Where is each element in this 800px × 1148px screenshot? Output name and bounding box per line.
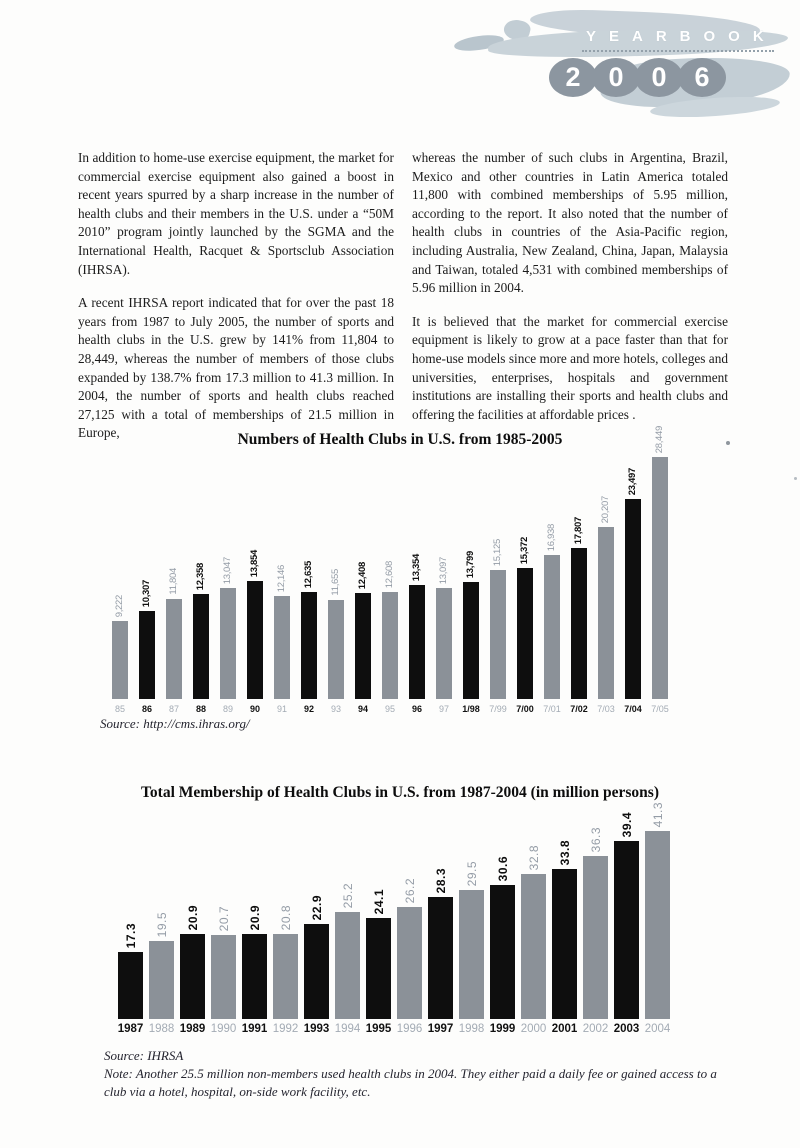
bar-column: [355, 562, 371, 716]
x-axis-label: 89: [222, 704, 233, 714]
bar-column: [652, 426, 668, 716]
bar-value-label: 39.4: [619, 811, 634, 837]
bar: [598, 527, 614, 699]
x-axis-label: 7/03: [597, 704, 615, 714]
x-axis-label: 94: [357, 704, 368, 714]
bar-column: [273, 905, 298, 1036]
bar-column: [366, 889, 391, 1036]
bar-value-label: 11,804: [168, 568, 180, 595]
bar: [382, 592, 398, 699]
bar-value-label: 10,307: [141, 579, 153, 607]
bar: [625, 499, 641, 699]
bar: [463, 582, 479, 699]
bar-value-label: 20.8: [278, 904, 293, 930]
bar-value-label: 30.6: [495, 855, 510, 881]
x-axis-label: 1988: [148, 1023, 175, 1035]
bar-column: [552, 840, 577, 1036]
bar-column: [247, 550, 263, 716]
x-axis-label: 1999: [489, 1023, 516, 1035]
x-axis-label: 1987: [117, 1023, 144, 1035]
bar-value-label: 9,222: [114, 594, 126, 617]
bar: [409, 585, 425, 699]
paragraph: whereas the number of such clubs in Argentina, Brazil, Mexico and other countries in Latin America totaled 11,800 with combined memberships of 5.95 million, according to the report. It also noted that the number of health clubs in countries of the Asia-Pacific region, including Australia, New Zealand, China, Japan, Malaysia and Taiwan, totaled 4,531 with combined memberships of 5.96 million in 2004.: [412, 150, 728, 296]
bar-column: [490, 856, 515, 1036]
x-axis-label: 1990: [210, 1023, 237, 1035]
bar: [490, 885, 515, 1019]
bar: [180, 934, 205, 1019]
bar: [355, 593, 371, 699]
x-axis-label: 1993: [303, 1023, 330, 1035]
x-axis-label: 2003: [613, 1023, 640, 1035]
x-axis-label: 1/98: [462, 704, 480, 714]
x-axis-label: 1996: [396, 1023, 423, 1035]
bar-column: [335, 883, 360, 1036]
bar: [517, 568, 533, 699]
chart1-title: Numbers of Health Clubs in U.S. from 1985-2005: [237, 431, 563, 448]
chart2-title: Total Membership of Health Clubs in U.S. from 1987-2004 (in million persons): [141, 784, 659, 801]
bar-column: [463, 551, 479, 716]
bar-value-label: 13,799: [465, 550, 477, 578]
bar-value-label: 23,497: [627, 467, 639, 495]
bar-value-label: 20,207: [600, 495, 612, 523]
year-digit-circle: 2: [549, 58, 597, 97]
dotted-divider: [582, 50, 774, 52]
bar-column: [625, 468, 641, 716]
paragraph: A recent IHRSA report indicated that for over the past 18 years from 1987 to July 2005, the number of sports and health clubs in the U.S. grew by 141% from 11,804 to 28,449, whereas the number of members of those clubs expanded by 138.7% from 17.3 million to 41.3 million. In 2004, the number of sports and health clubs reached 27,125 with a total of memberships of 21.5 million in Europe,: [78, 295, 394, 441]
x-axis-label: 2001: [551, 1023, 578, 1035]
bar-column: [397, 878, 422, 1036]
x-axis-label: 1991: [241, 1023, 268, 1035]
bar: [301, 592, 317, 699]
bar-column: [409, 554, 425, 716]
x-axis-label: 7/02: [570, 704, 588, 714]
bar: [397, 907, 422, 1019]
x-axis-label: 7/99: [489, 704, 507, 714]
bar-value-label: 24.1: [371, 888, 386, 914]
bar-column: [118, 923, 143, 1036]
x-axis-label: 93: [330, 704, 341, 714]
bar-value-label: 13,354: [411, 553, 423, 581]
bar-column: [301, 561, 317, 716]
scan-speck: [726, 441, 730, 445]
bar-column: [598, 496, 614, 716]
x-axis-label: 7/04: [624, 704, 642, 714]
x-axis-label: 2004: [644, 1023, 671, 1035]
bar-column: [274, 565, 290, 716]
bar-column: [517, 537, 533, 716]
bar-column: [544, 524, 560, 716]
bar: [490, 570, 506, 699]
chart2-bars: [118, 756, 670, 1036]
bar-value-label: 12,408: [357, 561, 369, 589]
bar-value-label: 12,608: [384, 560, 396, 588]
x-axis-label: 2000: [520, 1023, 547, 1035]
bar-column: [459, 861, 484, 1036]
bar-value-label: 15,372: [519, 536, 531, 564]
bar: [139, 611, 155, 699]
x-axis-label: 1992: [272, 1023, 299, 1035]
year-digit-circle: 0: [592, 58, 640, 97]
bar-value-label: 16,938: [546, 523, 558, 551]
bar-column: [436, 557, 452, 716]
x-axis-label: 1997: [427, 1023, 454, 1035]
yearbook-2006-logo: [470, 6, 800, 121]
x-axis-label: 90: [249, 704, 260, 714]
bar-value-label: 20.7: [216, 905, 231, 931]
bar: [552, 869, 577, 1019]
x-axis-label: 1994: [334, 1023, 361, 1035]
bar: [428, 897, 453, 1019]
x-axis-label: 2002: [582, 1023, 609, 1035]
scan-speck: [794, 477, 797, 480]
bar-column: [382, 561, 398, 716]
bar-value-label: 36.3: [588, 826, 603, 852]
bar-column: [428, 868, 453, 1036]
bar: [571, 548, 587, 699]
bar: [193, 594, 209, 699]
x-axis-label: 86: [141, 704, 152, 714]
x-axis-label: 85: [114, 704, 125, 714]
bar: [274, 596, 290, 699]
bar: [436, 588, 452, 699]
bar-value-label: 25.2: [340, 882, 355, 908]
bar-value-label: 20.9: [185, 904, 200, 930]
bar-column: [614, 812, 639, 1036]
bar-column: [242, 905, 267, 1036]
bar-value-label: 17,807: [573, 516, 585, 544]
bar: [149, 941, 174, 1019]
bar-value-label: 32.8: [526, 844, 541, 870]
year-circles: [554, 58, 726, 97]
bar: [652, 457, 668, 699]
bar-value-label: 28,449: [654, 425, 666, 453]
bar-value-label: 20.9: [247, 904, 262, 930]
x-axis-label: 7/00: [516, 704, 534, 714]
bar-column: [571, 517, 587, 716]
bar-value-label: 11,655: [330, 569, 342, 596]
bar: [544, 555, 560, 699]
bar: [247, 581, 263, 699]
bar-value-label: 19.5: [154, 911, 169, 937]
bar: [166, 599, 182, 699]
x-axis-label: 95: [384, 704, 395, 714]
paragraph: In addition to home-use exercise equipment, the market for commercial exercise equipment also gained a boost in recent years spurred by a sharp increase in the number of health clubs and their members in the U.S. under a “50M 2010” program jointly launched by the SGMA and the International Health, Racquet & Sportsclub Association (IHRSA).: [78, 150, 394, 277]
bar-column: [211, 906, 236, 1036]
bar: [211, 935, 236, 1019]
bar-column: [645, 802, 670, 1036]
x-axis-label: 87: [168, 704, 179, 714]
bar: [304, 924, 329, 1019]
bar-value-label: 33.8: [557, 839, 572, 865]
bar: [220, 588, 236, 699]
bar-column: [220, 557, 236, 716]
x-axis-label: 1989: [179, 1023, 206, 1035]
bar: [112, 621, 128, 699]
bar-column: [521, 845, 546, 1036]
bar-value-label: 12,635: [303, 560, 315, 588]
bar: [459, 890, 484, 1019]
year-digit-circle: 6: [678, 58, 726, 97]
bar: [583, 856, 608, 1019]
bar-column: [149, 912, 174, 1036]
x-axis-label: 7/01: [543, 704, 561, 714]
chart1-bars: [112, 396, 668, 716]
x-axis-label: 97: [438, 704, 449, 714]
bar-column: [490, 539, 506, 716]
bar-value-label: 12,146: [276, 564, 288, 592]
paragraph: It is believed that the market for commercial exercise equipment is likely to grow at a pace faster than that for home-use models since more and more hotels, colleges and universities, enterprises, hospitals and government institutions are installing their sports and health clubs and offering the facilities at affordable prices .: [412, 313, 728, 422]
bar-value-label: 26.2: [402, 877, 417, 903]
bar-value-label: 13,097: [438, 556, 450, 584]
bar-column: [328, 569, 344, 716]
bar: [328, 600, 344, 699]
bar-column: [583, 827, 608, 1036]
bar-column: [139, 580, 155, 716]
bar-column: [166, 568, 182, 716]
bar-value-label: 41.3: [650, 801, 665, 827]
bar: [335, 912, 360, 1019]
bar-value-label: 22.9: [309, 894, 324, 920]
bar: [645, 831, 670, 1019]
x-axis-label: 7/05: [651, 704, 669, 714]
bar-column: [193, 563, 209, 716]
chart2-source: Source: IHRSA: [104, 1048, 184, 1063]
x-axis-label: 1995: [365, 1023, 392, 1035]
x-axis-label: 92: [303, 704, 314, 714]
chart2-note: Note: Another 25.5 million non-members used health clubs in 2004. They either paid a daily fee or gained access to a club via a hotel, hospital, on-side work facility, etc.: [104, 1066, 717, 1099]
bar-value-label: 13,854: [249, 549, 261, 577]
year-digit-circle: 0: [635, 58, 683, 97]
bar: [242, 934, 267, 1019]
x-axis-label: 88: [195, 704, 206, 714]
bar-column: [180, 905, 205, 1036]
bar: [614, 841, 639, 1019]
bar: [366, 918, 391, 1019]
bar-column: [112, 595, 128, 716]
bar: [273, 934, 298, 1019]
bar-value-label: 17.3: [123, 922, 138, 948]
x-axis-label: 1998: [458, 1023, 485, 1035]
bar-value-label: 15,125: [492, 538, 504, 566]
bar-value-label: 13,047: [222, 556, 234, 584]
chart1-source: Source: http://cms.ihras.org/: [100, 716, 250, 731]
yearbook-wordmark: YEARBOOK: [586, 28, 777, 45]
bar-column: [304, 895, 329, 1036]
bar: [118, 952, 143, 1019]
x-axis-label: 96: [411, 704, 422, 714]
bar: [521, 874, 546, 1019]
x-axis-label: 91: [276, 704, 287, 714]
bar-value-label: 12,358: [195, 562, 207, 590]
bar-value-label: 28.3: [433, 867, 448, 893]
bar-value-label: 29.5: [464, 860, 479, 886]
